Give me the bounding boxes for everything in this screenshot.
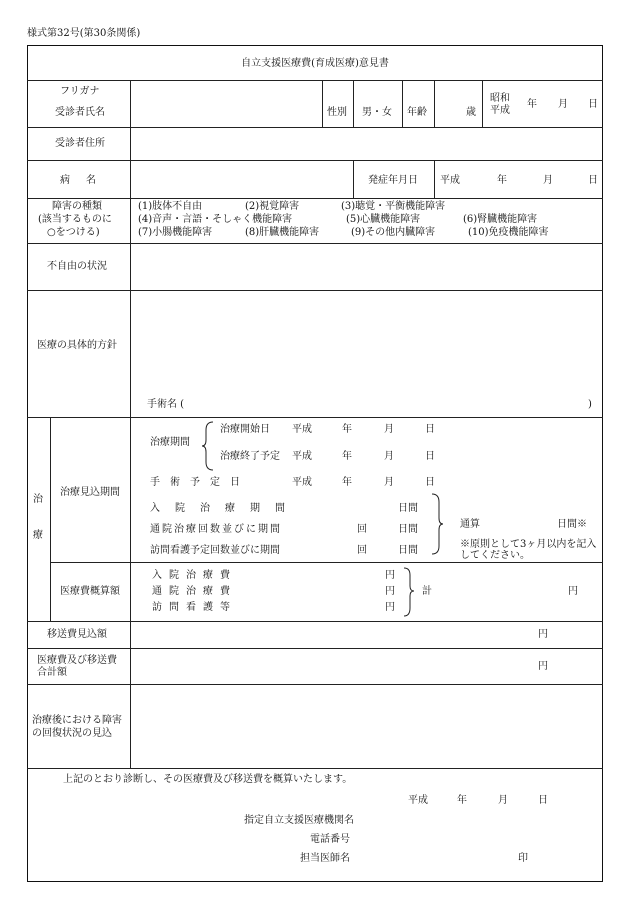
onset-date-label: 発症年月日 [368, 175, 418, 186]
inpatient-period-label: 入院治療期間 [150, 503, 300, 514]
treatment-start-day: 日 [425, 424, 435, 435]
visit-nursing-times: 回 [357, 545, 367, 556]
recovery-label: 治療後における障害 [32, 715, 122, 726]
outpatient-times: 回 [357, 524, 367, 535]
outpatient-label: 通院治療回数並びに期間 [150, 524, 282, 535]
surgery-name-label: 手術名 ( [147, 399, 185, 410]
rule [434, 80, 435, 127]
era-heisei: 平成 [490, 105, 510, 116]
treatment-start-month: 月 [384, 424, 394, 435]
rule [322, 80, 323, 127]
disease-label: 病名 [60, 175, 112, 186]
treatment-end-era: 平成 [292, 451, 312, 462]
surgery-date-year: 年 [342, 477, 352, 488]
institution-label: 指定自立支援医療機関名 [244, 815, 354, 826]
inpatient-days: 日間 [398, 503, 418, 514]
disability-option: (5)心臓機能障害 [346, 214, 421, 225]
brace-icon [430, 492, 444, 556]
disability-option: (1)肢体不自由 [138, 201, 203, 212]
age-unit: 歳 [466, 107, 476, 118]
rule [353, 80, 354, 127]
brace-icon [402, 566, 416, 618]
treatment-start-era: 平成 [292, 424, 312, 435]
treatment-start-year: 年 [342, 424, 352, 435]
disability-type-label: 障害の種類 [52, 201, 102, 212]
total-period-label: 通算 [460, 519, 480, 530]
furigana-label: フリガナ [60, 86, 100, 97]
rule [27, 684, 603, 685]
onset-day: 日 [588, 175, 598, 186]
outpatient-days: 日間 [398, 524, 418, 535]
form-title: 自立支援医療費(育成医療)意見書 [241, 58, 389, 69]
disability-option: (10)免疫機能障害 [468, 227, 549, 238]
total-period-days: 日間※ [557, 519, 587, 530]
phone-label: 電話番号 [310, 834, 350, 845]
impairment-status-label: 不自由の状況 [47, 261, 107, 272]
treatment-end-month: 月 [384, 451, 394, 462]
declaration-text: 上記のとおり診断し、その医療費及び移送費を概算いたします。 [63, 774, 353, 785]
brace-icon [201, 420, 215, 472]
disability-option: (7)小腸機能障害 [138, 227, 213, 238]
treatment-end-day: 日 [425, 451, 435, 462]
surgery-date-label: 手術予定日 [150, 477, 250, 488]
treatment-end-year: 年 [342, 451, 352, 462]
cost-item-visit: 訪問看護等 [152, 602, 237, 613]
rule [50, 417, 51, 621]
treatment-policy-label: 医療の具体的方針 [37, 340, 117, 351]
cost-item-outpatient: 通院治療費 [152, 586, 237, 597]
rule [130, 80, 131, 768]
total-period-note: ※原則として3ヶ月以内を記入 [460, 539, 597, 550]
disability-type-hint: ○をつける) [47, 227, 100, 238]
treatment-vertical-2: 療 [33, 530, 43, 541]
disability-option: (4)音声・言語・そしゃく機能障害 [138, 214, 293, 225]
declaration-year: 年 [457, 795, 467, 806]
form-number: 様式第32号(第30条関係) [27, 28, 141, 39]
rule [482, 80, 483, 127]
doctor-label: 担当医師名 [300, 853, 350, 864]
birth-month: 月 [558, 99, 568, 110]
surgery-name-close: ) [588, 399, 592, 410]
rule [27, 290, 603, 291]
combined-label: 合計額 [37, 667, 67, 678]
sex-label: 性別 [327, 107, 347, 118]
rule [50, 562, 603, 563]
onset-year: 年 [497, 175, 507, 186]
rule [402, 80, 403, 127]
disability-option: (2)視覚障害 [245, 201, 300, 212]
cost-total-yen: 円 [568, 586, 578, 597]
cost-item-inpatient: 入院治療費 [152, 570, 237, 581]
surgery-date-era: 平成 [292, 477, 312, 488]
visit-nursing-days: 日間 [398, 545, 418, 556]
transport-label: 移送費見込額 [47, 629, 107, 640]
rule [27, 621, 603, 622]
surgery-date-month: 月 [384, 477, 394, 488]
total-period-note: してください。 [460, 550, 530, 561]
treatment-period-label: 治療見込期間 [60, 487, 120, 498]
address-label: 受診者住所 [55, 138, 105, 149]
combined-label: 医療費及び移送費 [37, 655, 117, 666]
declaration-month: 月 [498, 795, 508, 806]
disability-type-hint: (該当するものに [38, 214, 112, 225]
patient-name-label: 受診者氏名 [55, 107, 105, 118]
cost-yen: 円 [385, 602, 395, 613]
disability-option: (6)腎臓機能障害 [463, 214, 538, 225]
rule [27, 417, 603, 418]
birth-day: 日 [588, 99, 598, 110]
treatment-start-label: 治療開始日 [220, 424, 270, 435]
rule [353, 160, 354, 198]
sex-options: 男・女 [362, 107, 392, 118]
treatment-vertical-1: 治 [33, 494, 43, 505]
declaration-era: 平成 [408, 795, 428, 806]
onset-month: 月 [543, 175, 553, 186]
birth-year: 年 [527, 99, 537, 110]
rule [27, 648, 603, 649]
combined-yen: 円 [538, 661, 548, 672]
rule [27, 768, 603, 769]
rule [27, 198, 603, 199]
rule [434, 160, 435, 198]
recovery-label: の回復状況の見込 [32, 728, 112, 739]
transport-yen: 円 [538, 629, 548, 640]
chiryo-kikan-label: 治療期間 [150, 437, 190, 448]
rule [27, 243, 603, 244]
rule [27, 127, 603, 128]
treatment-end-label: 治療終了予定 [220, 451, 280, 462]
disability-option: (9)その他内臓障害 [351, 227, 436, 238]
cost-yen: 円 [385, 586, 395, 597]
disability-option: (3)聴覚・平衡機能障害 [341, 201, 446, 212]
seal-mark: 印 [518, 853, 528, 864]
era-showa: 昭和 [490, 93, 510, 104]
cost-total-label: 計 [422, 586, 432, 597]
age-label: 年齢 [407, 107, 427, 118]
cost-yen: 円 [385, 570, 395, 581]
rule [27, 80, 603, 81]
declaration-day: 日 [538, 795, 548, 806]
form-frame [27, 45, 603, 882]
cost-estimate-label: 医療費概算額 [60, 586, 120, 597]
visit-nursing-label: 訪問看護予定回数並びに期間 [150, 545, 280, 556]
onset-era: 平成 [440, 175, 460, 186]
surgery-date-day: 日 [425, 477, 435, 488]
disability-option: (8)肝臓機能障害 [245, 227, 320, 238]
rule [27, 160, 603, 161]
